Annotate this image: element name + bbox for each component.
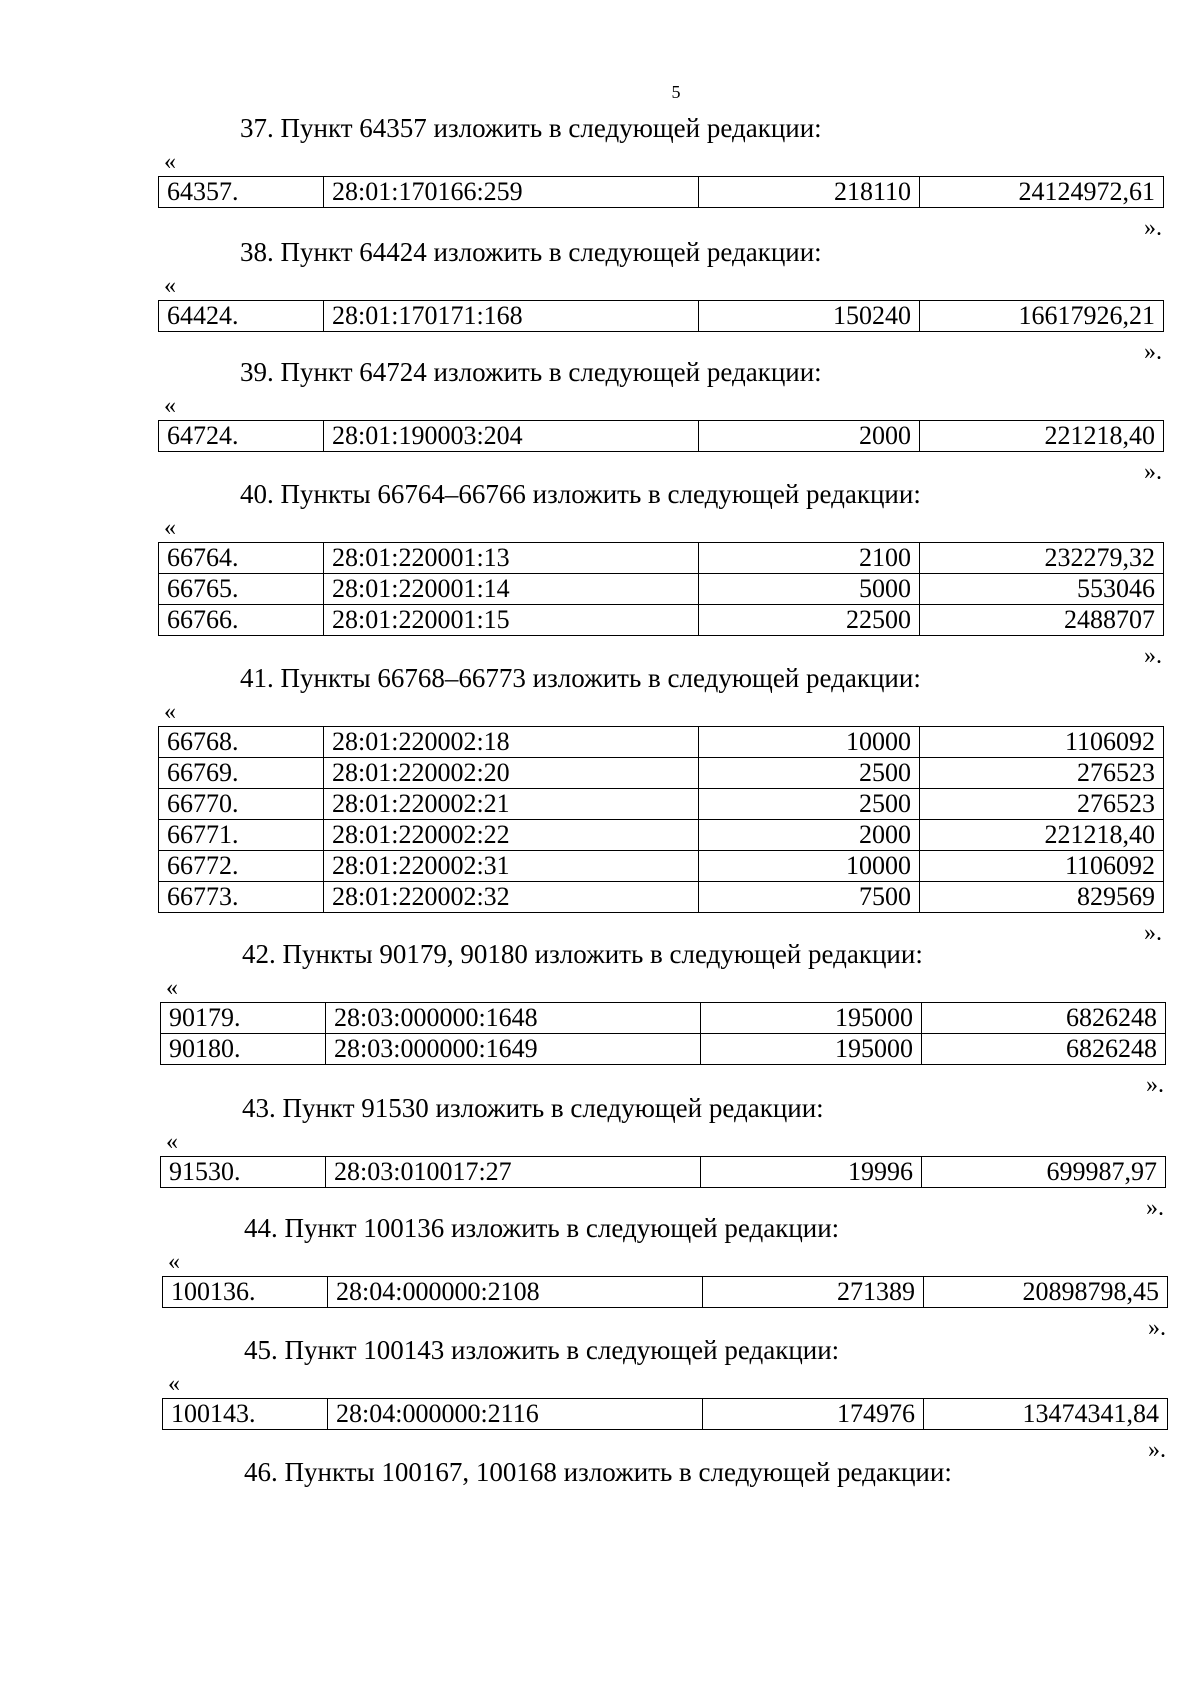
area-cell: 22500 [699,605,920,636]
table-row [161,1157,1166,1188]
cadastral-number-cell: 28:03:010017:27 [326,1157,701,1188]
cadastral-number-cell: 28:01:220001:15 [324,605,699,636]
item-number-cell: 64724. [159,421,324,452]
value-cell: 276523 [920,789,1164,820]
close-quote: ». [1144,459,1162,485]
close-quote: ». [1148,1437,1166,1463]
cadastral-number-cell: 28:01:220002:21 [324,789,699,820]
close-quote: ». [1144,920,1162,946]
area-cell: 7500 [699,882,920,913]
amendment-section [162,1334,1168,1464]
table-row [159,882,1164,913]
cadastral-number-cell: 28:01:170171:168 [324,301,699,332]
amendment-heading: 38. Пункт 64424 изложить в следующей редакции: [240,237,822,267]
area-cell: 2000 [699,820,920,851]
amendment-section [158,356,1164,486]
item-number-cell: 66773. [159,882,324,913]
table-row [161,1003,1166,1034]
amendment-section [158,662,1164,947]
value-cell: 232279,32 [920,543,1164,574]
value-cell: 276523 [920,758,1164,789]
amendment-table [158,726,1164,913]
amendment-heading: 46. Пункты 100167, 100168 изложить в следующей редакции: [244,1457,952,1487]
area-cell: 2100 [699,543,920,574]
cadastral-number-cell: 28:01:170166:259 [324,177,699,208]
amendment-table [158,420,1164,452]
open-quote: « [164,149,176,175]
item-number-cell: 66770. [159,789,324,820]
area-cell: 2000 [699,421,920,452]
amendment-section [162,1212,1168,1342]
item-number-cell: 100143. [163,1399,328,1430]
table-row [159,851,1164,882]
cadastral-number-cell: 28:01:220002:20 [324,758,699,789]
cadastral-number-cell: 28:01:220001:14 [324,574,699,605]
value-cell: 6826248 [922,1034,1166,1065]
amendment-heading: 42. Пункты 90179, 90180 изложить в следующей редакции: [242,939,923,969]
area-cell: 150240 [699,301,920,332]
value-cell: 221218,40 [920,421,1164,452]
table-row [159,301,1164,332]
cadastral-number-cell: 28:04:000000:2116 [328,1399,703,1430]
table-row [159,421,1164,452]
amendment-table [158,300,1164,332]
area-cell: 10000 [699,727,920,758]
table-row [159,820,1164,851]
area-cell: 271389 [703,1277,924,1308]
close-quote: ». [1144,339,1162,365]
amendment-table [160,1002,1166,1065]
open-quote: « [164,699,176,725]
amendment-table [162,1398,1168,1430]
value-cell: 1106092 [920,727,1164,758]
cadastral-number-cell: 28:01:220002:31 [324,851,699,882]
value-cell: 16617926,21 [920,301,1164,332]
area-cell: 10000 [699,851,920,882]
table-row [159,574,1164,605]
table-row [163,1277,1168,1308]
open-quote: « [166,1129,178,1155]
amendment-heading: 39. Пункт 64724 изложить в следующей редакции: [240,357,822,387]
open-quote: « [164,393,176,419]
item-number-cell: 66766. [159,605,324,636]
table-row [159,727,1164,758]
amendment-section [162,1456,1168,1488]
area-cell: 195000 [701,1003,922,1034]
cadastral-number-cell: 28:04:000000:2108 [328,1277,703,1308]
area-cell: 5000 [699,574,920,605]
close-quote: ». [1144,643,1162,669]
item-number-cell: 90180. [161,1034,326,1065]
open-quote: « [164,273,176,299]
open-quote: « [166,975,178,1001]
close-quote: ». [1148,1315,1166,1341]
value-cell: 2488707 [920,605,1164,636]
area-cell: 218110 [699,177,920,208]
item-number-cell: 91530. [161,1157,326,1188]
table-row [159,605,1164,636]
area-cell: 195000 [701,1034,922,1065]
table-row [163,1399,1168,1430]
item-number-cell: 66765. [159,574,324,605]
value-cell: 6826248 [922,1003,1166,1034]
value-cell: 699987,97 [922,1157,1166,1188]
item-number-cell: 66764. [159,543,324,574]
table-row [161,1034,1166,1065]
value-cell: 20898798,45 [924,1277,1168,1308]
amendment-heading: 44. Пункт 100136 изложить в следующей редакции: [244,1213,840,1243]
close-quote: ». [1146,1072,1164,1098]
amendment-section [160,938,1166,1099]
open-quote: « [168,1371,180,1397]
value-cell: 13474341,84 [924,1399,1168,1430]
area-cell: 2500 [699,789,920,820]
area-cell: 19996 [701,1157,922,1188]
cadastral-number-cell: 28:01:220001:13 [324,543,699,574]
item-number-cell: 64357. [159,177,324,208]
value-cell: 1106092 [920,851,1164,882]
value-cell: 553046 [920,574,1164,605]
cadastral-number-cell: 28:01:220002:18 [324,727,699,758]
cadastral-number-cell: 28:01:220002:32 [324,882,699,913]
close-quote: ». [1144,215,1162,241]
item-number-cell: 100136. [163,1277,328,1308]
amendment-section [158,112,1164,242]
amendment-heading: 41. Пункты 66768–66773 изложить в следующей редакции: [240,663,921,693]
amendment-heading: 40. Пункты 66764–66766 изложить в следующей редакции: [240,479,921,509]
close-quote: ». [1146,1195,1164,1221]
page-number: 5 [671,82,681,102]
amendment-table [158,176,1164,208]
item-number-cell: 90179. [161,1003,326,1034]
amendment-section [160,1092,1166,1222]
table-row [159,177,1164,208]
amendment-section [158,478,1164,670]
item-number-cell: 64424. [159,301,324,332]
cadastral-number-cell: 28:01:190003:204 [324,421,699,452]
item-number-cell: 66769. [159,758,324,789]
open-quote: « [164,515,176,541]
item-number-cell: 66768. [159,727,324,758]
item-number-cell: 66772. [159,851,324,882]
area-cell: 2500 [699,758,920,789]
amendment-heading: 45. Пункт 100143 изложить в следующей редакции: [244,1335,840,1365]
table-row [159,758,1164,789]
amendment-table [160,1156,1166,1188]
open-quote: « [168,1249,180,1275]
cadastral-number-cell: 28:03:000000:1649 [326,1034,701,1065]
area-cell: 174976 [703,1399,924,1430]
amendment-heading: 37. Пункт 64357 изложить в следующей редакции: [240,113,822,143]
item-number-cell: 66771. [159,820,324,851]
amendment-table [158,542,1164,636]
cadastral-number-cell: 28:03:000000:1648 [326,1003,701,1034]
value-cell: 221218,40 [920,820,1164,851]
amendment-heading: 43. Пункт 91530 изложить в следующей редакции: [242,1093,824,1123]
table-row [159,543,1164,574]
value-cell: 24124972,61 [920,177,1164,208]
value-cell: 829569 [920,882,1164,913]
amendment-section [158,236,1164,366]
cadastral-number-cell: 28:01:220002:22 [324,820,699,851]
amendment-table [162,1276,1168,1308]
table-row [159,789,1164,820]
